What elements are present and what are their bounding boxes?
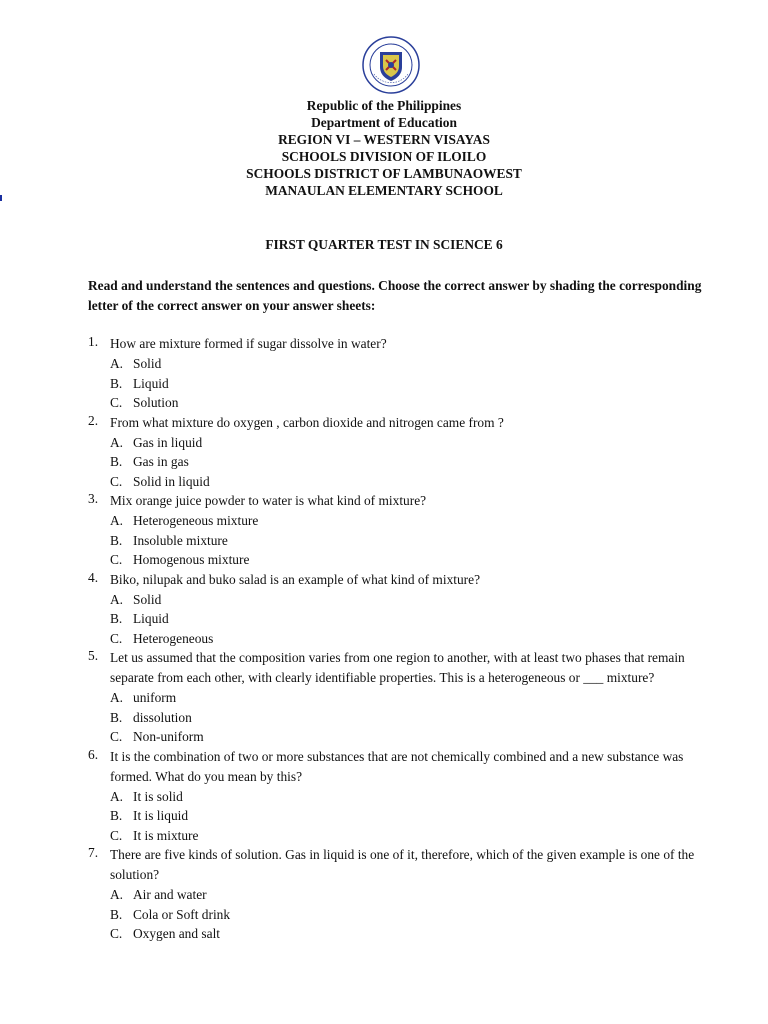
question-number: 7. xyxy=(88,845,99,860)
option-letter: A. xyxy=(110,356,124,371)
question-text: How are mixture formed if sugar dissolve in water? xyxy=(110,336,387,351)
question-number: 1. xyxy=(88,334,99,349)
question-item xyxy=(88,747,728,846)
instructions: Read and understand the sentences and questions. Choose the correct answer by shading the corresponding letter of the correct answer on your answer sheets: xyxy=(88,278,702,313)
option-text: Solution xyxy=(133,395,179,410)
answer-option xyxy=(110,531,728,551)
option-text: Liquid xyxy=(133,375,169,391)
question-text: Biko, nilupak and buko salad is an example of what kind of mixture? xyxy=(110,571,481,587)
deped-seal-logo xyxy=(362,36,420,94)
question-list xyxy=(88,334,728,944)
option-letter: A. xyxy=(110,434,124,450)
answer-option xyxy=(110,924,728,944)
option-text: Gas in liquid xyxy=(133,434,203,450)
option-letter: C. xyxy=(110,729,123,744)
option-text: Homogenous mixture xyxy=(133,552,250,567)
answer-option xyxy=(110,374,728,394)
question-item xyxy=(88,413,728,492)
test-title: FIRST QUARTER TEST IN SCIENCE 6 xyxy=(265,237,503,252)
question-text: From what mixture do oxygen , carbon dioxide and nitrogen came from ? xyxy=(110,414,504,430)
answer-option xyxy=(110,433,728,453)
option-text: Solid xyxy=(133,356,162,371)
option-letter: C. xyxy=(110,395,123,410)
question-item xyxy=(88,648,728,747)
question-text: Let us assumed that the composition varies from one region to another, with at least two phases that remain separate from each other, with clearly identifiable properties. This is a heterogeneous or ___ mixture? xyxy=(110,650,685,685)
answer-option xyxy=(110,609,728,629)
option-letter: B. xyxy=(110,808,123,823)
question-item xyxy=(88,845,728,944)
header-line: Department of Education xyxy=(311,115,457,130)
option-text: Liquid xyxy=(133,611,169,626)
option-text: uniform xyxy=(133,690,177,705)
question-item xyxy=(88,570,728,649)
option-text: dissolution xyxy=(133,709,192,725)
option-letter: B. xyxy=(110,709,123,725)
option-text: Oxygen and salt xyxy=(133,926,221,941)
option-letter: C. xyxy=(110,473,123,489)
answer-option xyxy=(110,806,728,826)
answer-option xyxy=(110,787,728,807)
question-number: 2. xyxy=(88,412,99,428)
question-text: It is the combination of two or more substances that are not chemically combined and a new substance was formed. What do you mean by this? xyxy=(110,748,684,784)
question-text: There are five kinds of solution. Gas in liquid is one of it, therefore, which of the given example is one of the solution? xyxy=(110,847,695,882)
option-letter: B. xyxy=(110,375,123,391)
header-line: Republic of the Philippines xyxy=(306,98,462,113)
answer-option xyxy=(110,452,728,472)
option-letter: A. xyxy=(110,513,124,528)
answer-option xyxy=(110,354,728,374)
header-line: SCHOOLS DISTRICT OF LAMBUNAOWEST xyxy=(246,166,522,181)
header-line: SCHOOLS DIVISION OF ILOILO xyxy=(281,149,487,164)
option-text: Non-uniform xyxy=(133,729,204,744)
option-text: Cola or Soft drink xyxy=(133,906,231,922)
question-number: 5. xyxy=(88,648,99,663)
option-text: It is mixture xyxy=(133,827,199,843)
option-letter: B. xyxy=(110,532,123,548)
option-text: Air and water xyxy=(133,887,207,902)
question-item xyxy=(88,491,728,570)
answer-option xyxy=(110,472,728,492)
option-letter: A. xyxy=(110,887,124,902)
answer-option xyxy=(110,629,728,649)
option-letter: C. xyxy=(110,630,123,646)
question-item xyxy=(88,334,728,413)
option-text: Heterogeneous xyxy=(133,630,214,646)
header-line: REGION VI – WESTERN VISAYAS xyxy=(278,132,490,147)
question-number: 6. xyxy=(88,746,99,762)
option-letter: C. xyxy=(110,827,123,843)
answer-option xyxy=(110,708,728,728)
option-text: Insoluble mixture xyxy=(133,532,228,548)
option-text: It is solid xyxy=(133,788,183,804)
option-letter: C. xyxy=(110,926,123,941)
answer-option xyxy=(110,885,728,905)
option-letter: B. xyxy=(110,611,123,626)
answer-option xyxy=(110,550,728,570)
question-text: Mix orange juice powder to water is what kind of mixture? xyxy=(110,493,427,508)
option-letter: C. xyxy=(110,552,123,567)
answer-option xyxy=(110,511,728,531)
option-text: It is liquid xyxy=(133,808,189,823)
option-text: Gas in gas xyxy=(133,454,189,469)
header-line: MANAULAN ELEMENTARY SCHOOL xyxy=(265,183,503,198)
option-letter: A. xyxy=(110,788,124,804)
option-letter: A. xyxy=(110,591,124,607)
answer-option xyxy=(110,905,728,925)
answer-option xyxy=(110,727,728,747)
option-letter: A. xyxy=(110,690,124,705)
option-text: Heterogeneous mixture xyxy=(133,513,259,528)
option-letter: B. xyxy=(110,454,123,469)
answer-option xyxy=(110,826,728,846)
option-letter: B. xyxy=(110,906,123,922)
option-text: Solid xyxy=(133,591,162,607)
question-number: 4. xyxy=(88,569,99,585)
option-text: Solid in liquid xyxy=(133,473,210,489)
answer-option xyxy=(110,393,728,413)
letterhead xyxy=(0,97,768,199)
answer-option xyxy=(110,590,728,610)
question-number: 3. xyxy=(88,491,99,506)
answer-option xyxy=(110,688,728,708)
